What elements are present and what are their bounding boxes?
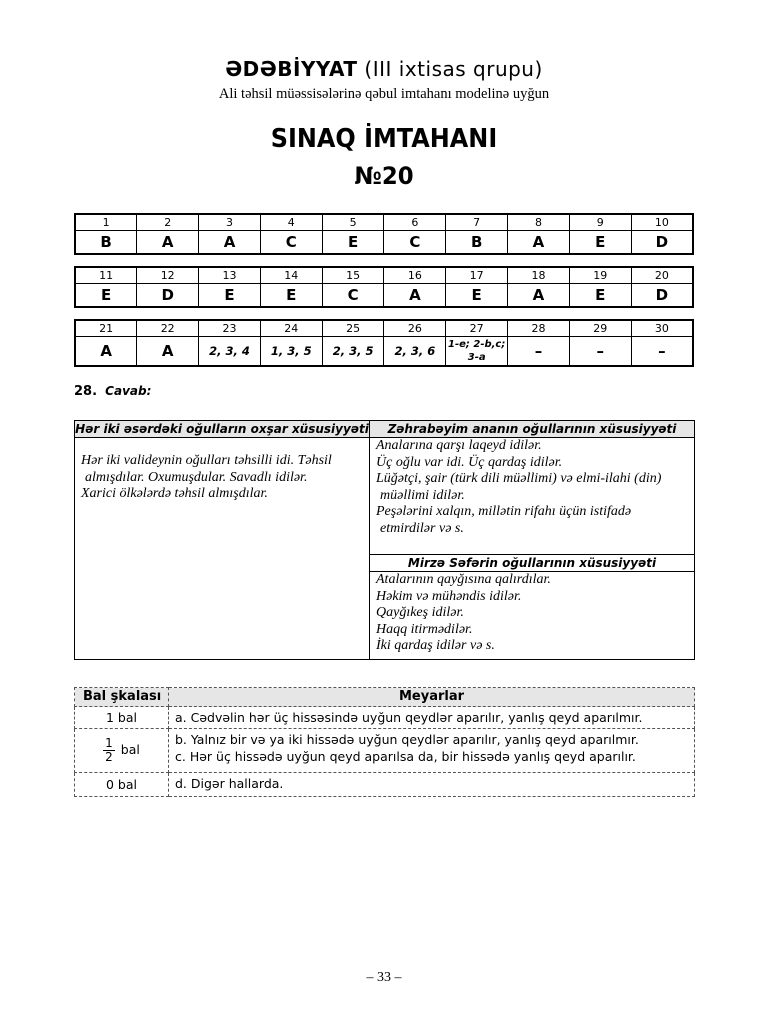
question-number: 21 xyxy=(75,320,137,337)
text-line: müəllimi idilər. xyxy=(380,487,465,503)
answer-label: Cavab: xyxy=(105,384,152,398)
text-line: Atalarının qayğısına qalırdılar. xyxy=(376,572,551,587)
text-line: Xarici ölkələrdə təhsil almışdılar. xyxy=(81,486,268,502)
question-number: 18 xyxy=(508,267,570,284)
text-line: Hər iki valideynin oğulları təhsilli idi. Təhsil xyxy=(81,453,332,468)
answer-cell: 1, 3, 5 xyxy=(260,337,322,367)
zahrabayim-sons-cell xyxy=(370,438,695,555)
answer-cell: B xyxy=(75,231,137,255)
question-number: 15 xyxy=(322,267,384,284)
answer-cell: C xyxy=(322,284,384,308)
text-line: almışdılar. Oxumuşdular. Savadlı idilər. xyxy=(85,469,308,485)
exam-title: SINAQ İMTAHANI xyxy=(270,124,498,154)
answer-cell: E xyxy=(569,284,631,308)
scoring-table xyxy=(74,687,695,797)
answer-cell: – xyxy=(569,337,631,367)
question-number: 9 xyxy=(569,214,631,231)
mirza-safar-sons-cell xyxy=(370,572,695,660)
question-number: 8 xyxy=(508,214,570,231)
scale-header: Bal şkalası xyxy=(75,688,169,707)
answer-cell: A xyxy=(384,284,446,308)
answer-cell: A xyxy=(137,337,199,367)
criteria-cell xyxy=(169,707,695,729)
question-number: 17 xyxy=(446,267,508,284)
right-column-header: Zəhrabəyim ananın oğullarının xüsusiyyəti xyxy=(370,421,695,438)
criteria-line: a. Cədvəlin hər üç hissəsində uyğun qeydlər aparılır, yanlış qeyd aparılmır. xyxy=(175,710,643,725)
text-line: Haqq itirmədilər. xyxy=(376,621,473,637)
criteria-line: b. Yalnız bir və ya iki hissədə uyğun qeydlər aparılır, yanlış qeyd aparılmır. xyxy=(175,732,639,747)
text-line: Həkim və mühəndis idilər. xyxy=(376,588,522,604)
question-number: 16 xyxy=(384,267,446,284)
question-number: 24 xyxy=(260,320,322,337)
answer-cell: A xyxy=(508,284,570,308)
text-line: Analarına qarşı laqeyd idilər. xyxy=(376,438,542,453)
answer-cell: B xyxy=(446,231,508,255)
page-number: – 33 – xyxy=(366,970,402,985)
score-cell: 0 bal xyxy=(75,773,169,797)
answer-key-grid-1 xyxy=(74,213,694,255)
answer-cell: A xyxy=(199,231,261,255)
answer-cell: – xyxy=(631,337,693,367)
question-number: 20 xyxy=(631,267,693,284)
question-number: 11 xyxy=(75,267,137,284)
answer-key-grid-3 xyxy=(74,319,694,367)
question-number: 28. xyxy=(74,384,98,399)
answer-cell: 1-e; 2-b,c; 3-a xyxy=(446,337,508,367)
answer-cell: C xyxy=(260,231,322,255)
question-number: 14 xyxy=(260,267,322,284)
answer-key-grid-2 xyxy=(74,266,694,308)
exam-number: №20 xyxy=(354,162,414,190)
question-number: 19 xyxy=(569,267,631,284)
question-number: 22 xyxy=(137,320,199,337)
subject-subtitle: Ali təhsil müəssisələrinə qəbul imtahanı modelinə uyğun xyxy=(218,86,550,102)
question-number: 7 xyxy=(446,214,508,231)
text-line: Qayğıkeş idilər. xyxy=(376,605,464,621)
answer-cell: 2, 3, 6 xyxy=(384,337,446,367)
criteria-cell xyxy=(169,773,695,797)
fraction xyxy=(103,737,115,764)
question-number: 3 xyxy=(199,214,261,231)
score-cell: 1 bal xyxy=(75,707,169,729)
score-unit: bal xyxy=(120,742,140,757)
answer-cell: E xyxy=(569,231,631,255)
answer-cell: E xyxy=(446,284,508,308)
text-line: Peşələrini xalqın, millətin rifahı üçün istifadə xyxy=(376,504,632,520)
question-number: 4 xyxy=(260,214,322,231)
question-number: 29 xyxy=(569,320,631,337)
text-line: Lüğətçi, şair (türk dili müəllimi) və elmi-ilahi (din) xyxy=(376,471,662,487)
left-column-header: Hər iki əsərdəki oğulların oxşar xüsusiyyəti xyxy=(75,422,369,436)
criteria-line: c. Hər üç hissədə uyğun qeyd aparılsa da, bir hissədə yanlış qeyd aparılır. xyxy=(175,749,636,764)
answer-cell: A xyxy=(75,337,137,367)
criteria-line: d. Digər hallarda. xyxy=(175,776,284,791)
answer-cell: A xyxy=(508,231,570,255)
answer-cell: E xyxy=(260,284,322,308)
answer-cell: A xyxy=(137,231,199,255)
criteria-cell xyxy=(169,729,695,773)
text-line: etmirdilər və s. xyxy=(380,520,464,536)
answer-cell: 2, 3, 5 xyxy=(322,337,384,367)
answer-cell: E xyxy=(199,284,261,308)
question-28-heading xyxy=(74,384,151,399)
question-number: 10 xyxy=(631,214,693,231)
answer-cell: D xyxy=(631,231,693,255)
question-number: 13 xyxy=(199,267,261,284)
criteria-header: Meyarlar xyxy=(169,688,695,707)
question-number: 25 xyxy=(322,320,384,337)
question-number: 28 xyxy=(508,320,570,337)
comparison-table xyxy=(74,420,695,660)
answer-cell: E xyxy=(75,284,137,308)
question-number: 26 xyxy=(384,320,446,337)
common-traits-cell xyxy=(75,438,370,660)
question-number: 2 xyxy=(137,214,199,231)
subject-title: ƏDƏBİYYAT (III ixtisas qrupu) xyxy=(225,57,543,81)
question-number: 30 xyxy=(631,320,693,337)
question-number: 6 xyxy=(384,214,446,231)
answer-cell: E xyxy=(322,231,384,255)
question-number: 23 xyxy=(199,320,261,337)
fraction-numerator: 1 xyxy=(105,736,113,750)
mirza-safar-header: Mirzə Səfərin oğullarının xüsusiyyəti xyxy=(370,555,695,572)
score-cell xyxy=(75,729,169,773)
answer-cell: – xyxy=(508,337,570,367)
text-line: İki qardaş idilər və s. xyxy=(376,638,495,654)
question-number: 1 xyxy=(75,214,137,231)
answer-cell: D xyxy=(137,284,199,308)
answer-cell: D xyxy=(631,284,693,308)
question-number: 27 xyxy=(446,320,508,337)
fraction-denominator: 2 xyxy=(105,750,113,764)
question-number: 12 xyxy=(137,267,199,284)
text-line: Üç oğlu var idi. Üç qardaş idilər. xyxy=(376,454,563,470)
answer-cell: C xyxy=(384,231,446,255)
answer-cell: 2, 3, 4 xyxy=(199,337,261,367)
question-number: 5 xyxy=(322,214,384,231)
